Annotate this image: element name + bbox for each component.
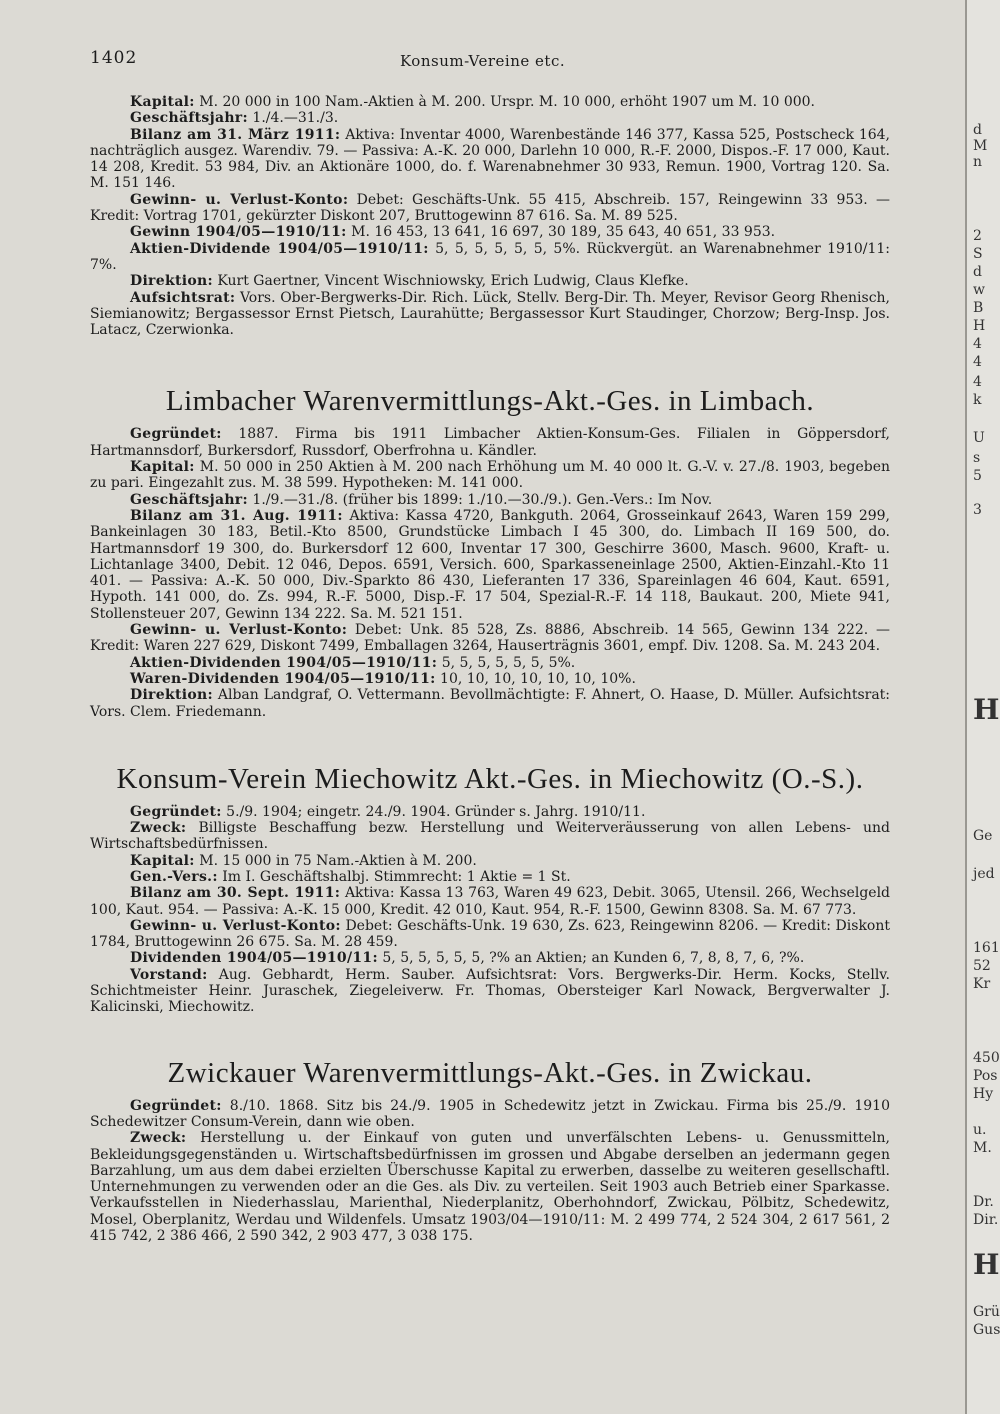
entry-paragraph: Geschäftsjahr: 1./9.—31./8. (früher bis 1899: 1./10.—30./9.). Gen.-Vers.: Im Nov.	[130, 491, 713, 508]
margin-fragment: 5	[973, 468, 982, 484]
company-entry-miechowitz	[90, 762, 890, 1016]
company-title: Konsum-Verein Miechowitz Akt.-Ges. in Miechowitz (O.-S.).	[116, 762, 864, 795]
entry-paragraph: Kapital: M. 50 000 in 250 Aktien à M. 200 nach Erhöhung um M. 40 000 lt. G.-V. v. 27./8. 1903, begeben zu pari. Eingezahlt zus. M. 38 599. Hypotheken: M. 141 000.	[90, 459, 891, 492]
entry-paragraph: Kapital: M. 15 000 in 75 Nam.-Aktien à M. 200.	[130, 852, 477, 869]
margin-fragment: H	[973, 318, 986, 334]
margin-fragment: H	[973, 693, 1000, 726]
entry-paragraph: Gegründet: 8./10. 1868. Sitz bis 24./9. 1905 in Schedewitz jetzt in Zwickau. Firma bis 25./9. 1910 Schedewitzer Consum-Verein, dann wie oben.	[90, 1097, 890, 1130]
margin-fragment: M	[973, 138, 988, 154]
margin-fragment: u.	[973, 1122, 987, 1138]
margin-fragment: Dir.	[973, 1212, 999, 1228]
margin-fragment: M.	[973, 1140, 992, 1156]
margin-fragment: s	[973, 450, 981, 466]
margin-fragment: Gus	[973, 1322, 1000, 1338]
entry-paragraph: Bilanz am 31. März 1911: Aktiva: Inventar 4000, Warenbestände 146 377, Kassa 525, Postscheck 164, nachträglich ausgez. Warendiv. 79. — Passiva: A.-K. 20 000, Darlehn 10 000, R.-F. 2000, Dispos.-F. 17 000, Kaut. 14 208, Kredit. 53 984, Div. an Aktionäre 1000, do. f. Warenabnehmer 30 933, Remun. 1900, Vortrag 120. Sa. M. 151 146.	[90, 126, 891, 192]
entry-paragraph: Kapital: M. 20 000 in 100 Nam.-Aktien à M. 200. Urspr. M. 10 000, erhöht 1907 um M. 10 000.	[130, 94, 816, 110]
page-number: 1402	[90, 48, 138, 68]
margin-fragment: jed	[973, 866, 995, 882]
entry-paragraph: Bilanz am 30. Sept. 1911: Aktiva: Kassa 13 763, Waren 49 623, Debit. 3065, Utensil. 266, Wechselgeld 100, Kaut. 954. — Passiva: A.-K. 15 000, Kredit. 42 010, Kaut. 954, R.-F. 1500, Gewinn 8308. Sa. M. 67 773.	[90, 885, 891, 918]
entry-paragraph: Zweck: Billigste Beschaffung bezw. Herstellung und Weiterveräusserung von allen Lebens- und Wirtschaftsbedürfnissen.	[90, 820, 890, 853]
entry-paragraph: Direktion: Kurt Gaertner, Vincent Wischniowsky, Erich Ludwig, Claus Klefke.	[130, 273, 689, 290]
margin-fragment: U	[973, 430, 985, 446]
adjacent-page-margin	[965, 0, 1000, 1414]
margin-fragment: S	[973, 246, 983, 262]
entry-paragraph: Gewinn- u. Verlust-Konto: Debet: Geschäfts-Unk. 19 630, Zs. 623, Reingewinn 8206. — Kredit: Diskont 1784, Bruttogewinn 26 675. Sa. M. 28 459.	[90, 917, 890, 951]
margin-fragment: w	[973, 282, 985, 298]
margin-fragment: d	[973, 264, 982, 280]
margin-fragment: Kr	[973, 976, 991, 992]
entry-paragraph: Aufsichtsrat: Vors. Ober-Bergwerks-Dir. Rich. Lück, Stellv. Berg-Dir. Th. Meyer, Revisor Georg Rhenisch, Siemianowitz; Bergassessor Ernst Pietsch, Laurahütte; Bergassessor Kurt Staudinger, Chorzow; Berg-Insp. Jos. Latacz, Czerwionka.	[90, 289, 890, 339]
entry-paragraph: Gewinn 1904/05—1910/11: M. 16 453, 13 641, 16 697, 30 189, 35 643, 40 651, 33 953.	[130, 224, 776, 241]
company-title: Limbacher Warenvermittlungs-Akt.-Ges. in Limbach.	[165, 385, 815, 418]
margin-fragment: Pos	[973, 1068, 998, 1084]
margin-fragment: k	[973, 392, 982, 408]
margin-fragment: H	[973, 1248, 1000, 1281]
margin-fragment: 4	[973, 374, 982, 390]
entry-paragraph: Dividenden 1904/05—1910/11: 5, 5, 5, 5, 5, 5, ?% an Aktien; an Kunden 6, 7, 8, 8, 7, 6, ?%.	[130, 950, 805, 967]
company-entry-zwickau	[90, 1056, 890, 1245]
entry-paragraph: Gewinn- u. Verlust-Konto: Debet: Unk. 85 528, Zs. 8886, Abschreib. 14 565, Gewinn 134 222. — Kredit: Waren 227 629, Diskont 7499, Emballagen 3264, Hauserträgnis 3601, empf. Div. 1208. Sa. M. 243 204.	[90, 622, 890, 655]
page-header	[90, 48, 890, 78]
margin-fragment: 450	[973, 1050, 1000, 1066]
entry-paragraph: Direktion: Alban Landgraf, O. Vettermann. Bevollmächtigte: F. Ahnert, O. Haase, D. Müller. Aufsichtsrat: Vors. Clem. Friedemann.	[90, 687, 891, 720]
text-column	[90, 94, 890, 1244]
margin-fragment: Dr.	[973, 1194, 994, 1210]
margin-fragment: 4	[973, 354, 982, 370]
running-head: Konsum-Vereine etc.	[400, 52, 566, 70]
margin-fragment: n	[973, 154, 983, 170]
company-entry-limbach	[90, 384, 890, 719]
margin-fragment: 2	[973, 228, 982, 244]
margin-fragment: 161	[973, 940, 1000, 956]
entry-paragraph: Zweck: Herstellung u. der Einkauf von guten und unverfälschten Lebens- u. Genussmitteln, Bekleidungsgegenständen u. Wirtschaftsbedürfnissen im grossen und Abgabe derselben an jedermann gegen Barzahlung, um aus dem dabei erzielten Überschusse Kapital zu erwerben, dasselbe zu weiteren gesellschaftl. Unternehmungen zu verwenden oder an die Ges. als Div. zu verteilen. Seit 1903 auch Betrieb einer Sparkasse. Verkaufsstellen in Niederhasslau, Marienthal, Niederplanitz, Oberhohndorf, Zwickau, Pölbitz, Schedewitz, Mosel, Oberplanitz, Werdau und Wildenfels. Umsatz 1903/04—1910/11: M. 2 499 774, 2 524 304, 2 617 561, 2 415 742, 2 386 466, 2 590 342, 2 903 477, 3 038 175.	[90, 1130, 890, 1245]
margin-fragment: 52	[973, 958, 991, 974]
margin-fragment: 4	[973, 336, 982, 352]
entry-paragraph: Bilanz am 31. Aug. 1911: Aktiva: Kassa 4720, Bankguth. 2064, Grosseinkauf 2643, Waren 159 299, Bankeinlagen 30 183, Betil.-Kto 8500, Grundstücke Limbach I 45 300, do. Limbach II 169 500, do. Hartmannsdorf 19 300, do. Burkersdorf 12 600, Inventar 17 300, Geschirre 3600, Masch. 9600, Kraft- u. Lichtanlage 3400, Debit. 12 046, Depos. 6591, Versich. 600, Sparkasseneinlage 2500, Aktien-Einzahl.-Kto 11 401. — Passiva: A.-K. 50 000, Div.-Sparkto 86 430, Lieferanten 17 336, Spareinlagen 46 604, Kaut. 6591, Hypoth. 141 000, do. Zs. 994, R.-F. 5000, Disp.-F. 17 504, Spezial-R.-F. 14 118, Baukaut. 200, Miete 941, Stollensteuer 207, Gewinn 134 222. Sa. M. 521 151.	[90, 507, 891, 622]
margin-fragment: 3	[973, 502, 982, 518]
entry-paragraph: Aktien-Dividenden 1904/05—1910/11: 5, 5, 5, 5, 5, 5, 5%.	[130, 654, 576, 671]
company-entry-continued	[90, 94, 890, 338]
entry-paragraph: Aktien-Dividende 1904/05—1910/11: 5, 5, 5, 5, 5, 5, 5%. Rückvergüt. an Warenabnehmer 1910/11: 7%.	[90, 240, 891, 273]
entry-paragraph: Gen.-Vers.: Im I. Geschäftshalbj. Stimmrecht: 1 Aktie = 1 St.	[130, 868, 571, 885]
margin-fragment: Hy	[973, 1086, 994, 1102]
margin-fragment: d	[973, 122, 982, 138]
entry-paragraph: Waren-Dividenden 1904/05—1910/11: 10, 10, 10, 10, 10, 10, 10%.	[130, 670, 636, 687]
entry-paragraph: Gewinn- u. Verlust-Konto: Debet: Geschäfts-Unk. 55 415, Abschreib. 157, Reingewinn 33 953. — Kredit: Vortrag 1701, gekürzter Diskont 207, Bruttogewinn 87 616. Sa. M. 89 525.	[90, 191, 890, 225]
margin-fragment: B	[973, 300, 984, 316]
entry-paragraph: Vorstand: Aug. Gebhardt, Herm. Sauber. Aufsichtsrat: Vors. Bergwerks-Dir. Herm. Kocks, Stellv. Schichtmeister Heinr. Juraschek, Ziegeleiverw. Fr. Thomas, Obersteiger Karl Nowack, Bergverwalter J. Kalicinski, Miechowitz.	[90, 966, 890, 1016]
company-title: Zwickauer Warenvermittlungs-Akt.-Ges. in Zwickau.	[167, 1056, 813, 1089]
margin-fragment: Grü	[973, 1304, 1000, 1320]
entry-paragraph: Geschäftsjahr: 1./4.—31./3.	[130, 110, 339, 127]
entry-paragraph: Gegründet: 5./9. 1904; eingetr. 24./9. 1904. Gründer s. Jahrg. 1910/11.	[130, 803, 646, 820]
entry-paragraph: Gegründet: 1887. Firma bis 1911 Limbacher Aktien-Konsum-Ges. Filialen in Göppersdorf, Hartmannsdorf, Burkersdorf, Russdorf, Oberfrohna u. Kändler.	[90, 426, 890, 459]
margin-fragment: Ge	[973, 828, 993, 844]
